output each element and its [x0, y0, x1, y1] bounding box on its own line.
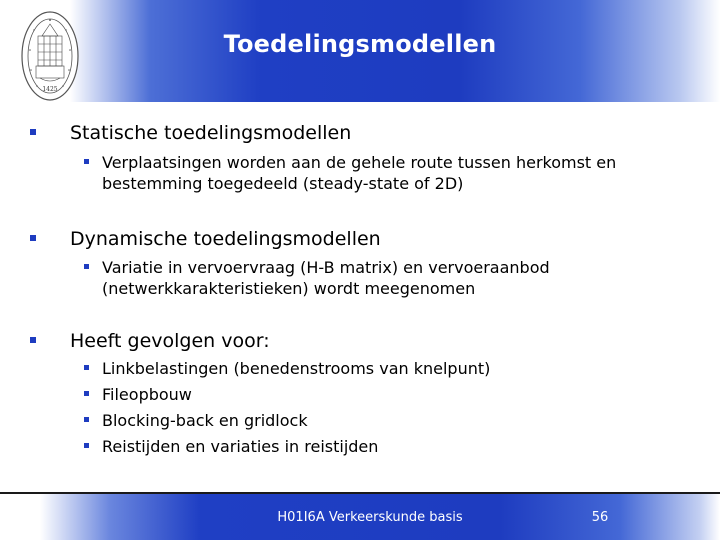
sub-bullet-line: Reistijden en variaties in reistijden — [102, 437, 379, 456]
square-bullet-icon — [84, 264, 89, 269]
bullet-item — [70, 330, 270, 352]
square-bullet-icon — [30, 235, 36, 241]
bullet-text: Dynamische toedelingsmodellen — [70, 228, 381, 250]
slide-title: Toedelingsmodellen — [223, 30, 497, 58]
square-bullet-icon — [84, 391, 89, 396]
footer-course-label: H01I6A Verkeerskunde basis — [277, 510, 463, 525]
sub-bullet-line: Variatie in vervoervraag (H-B matrix) en vervoeraanbod — [102, 258, 550, 277]
sub-bullet-line: Linkbelastingen (benedenstrooms van knelpunt) — [102, 359, 491, 378]
square-bullet-icon — [84, 365, 89, 370]
bullet-item — [70, 228, 381, 250]
square-bullet-icon — [84, 417, 89, 422]
square-bullet-icon — [84, 159, 89, 164]
seal-year: 1425 — [42, 86, 58, 93]
square-bullet-icon — [84, 443, 89, 448]
sub-bullet-item — [102, 152, 662, 194]
bullet-item — [70, 122, 351, 144]
page-number: 56 — [591, 510, 609, 525]
square-bullet-icon — [30, 129, 36, 135]
sub-bullet-item — [102, 436, 662, 457]
sub-bullet-line: (netwerkkarakteristieken) wordt meegenomen — [102, 279, 476, 298]
sub-bullet-line: Verplaatsingen worden aan de gehele route tussen herkomst en — [102, 153, 617, 172]
sub-bullet-item — [102, 410, 662, 431]
sub-bullet-line: bestemming toegedeeld (steady-state of 2D) — [102, 174, 464, 193]
bullet-text: Statische toedelingsmodellen — [70, 122, 352, 144]
sub-bullet-item — [102, 257, 662, 299]
footer-divider — [0, 492, 720, 494]
square-bullet-icon — [30, 337, 36, 343]
sub-bullet-line: Blocking-back en gridlock — [102, 411, 308, 430]
sub-bullet-line: Fileopbouw — [102, 385, 192, 404]
bullet-text: Heeft gevolgen voor: — [70, 330, 270, 352]
sub-bullet-item — [102, 384, 662, 405]
sub-bullet-item — [102, 358, 662, 379]
